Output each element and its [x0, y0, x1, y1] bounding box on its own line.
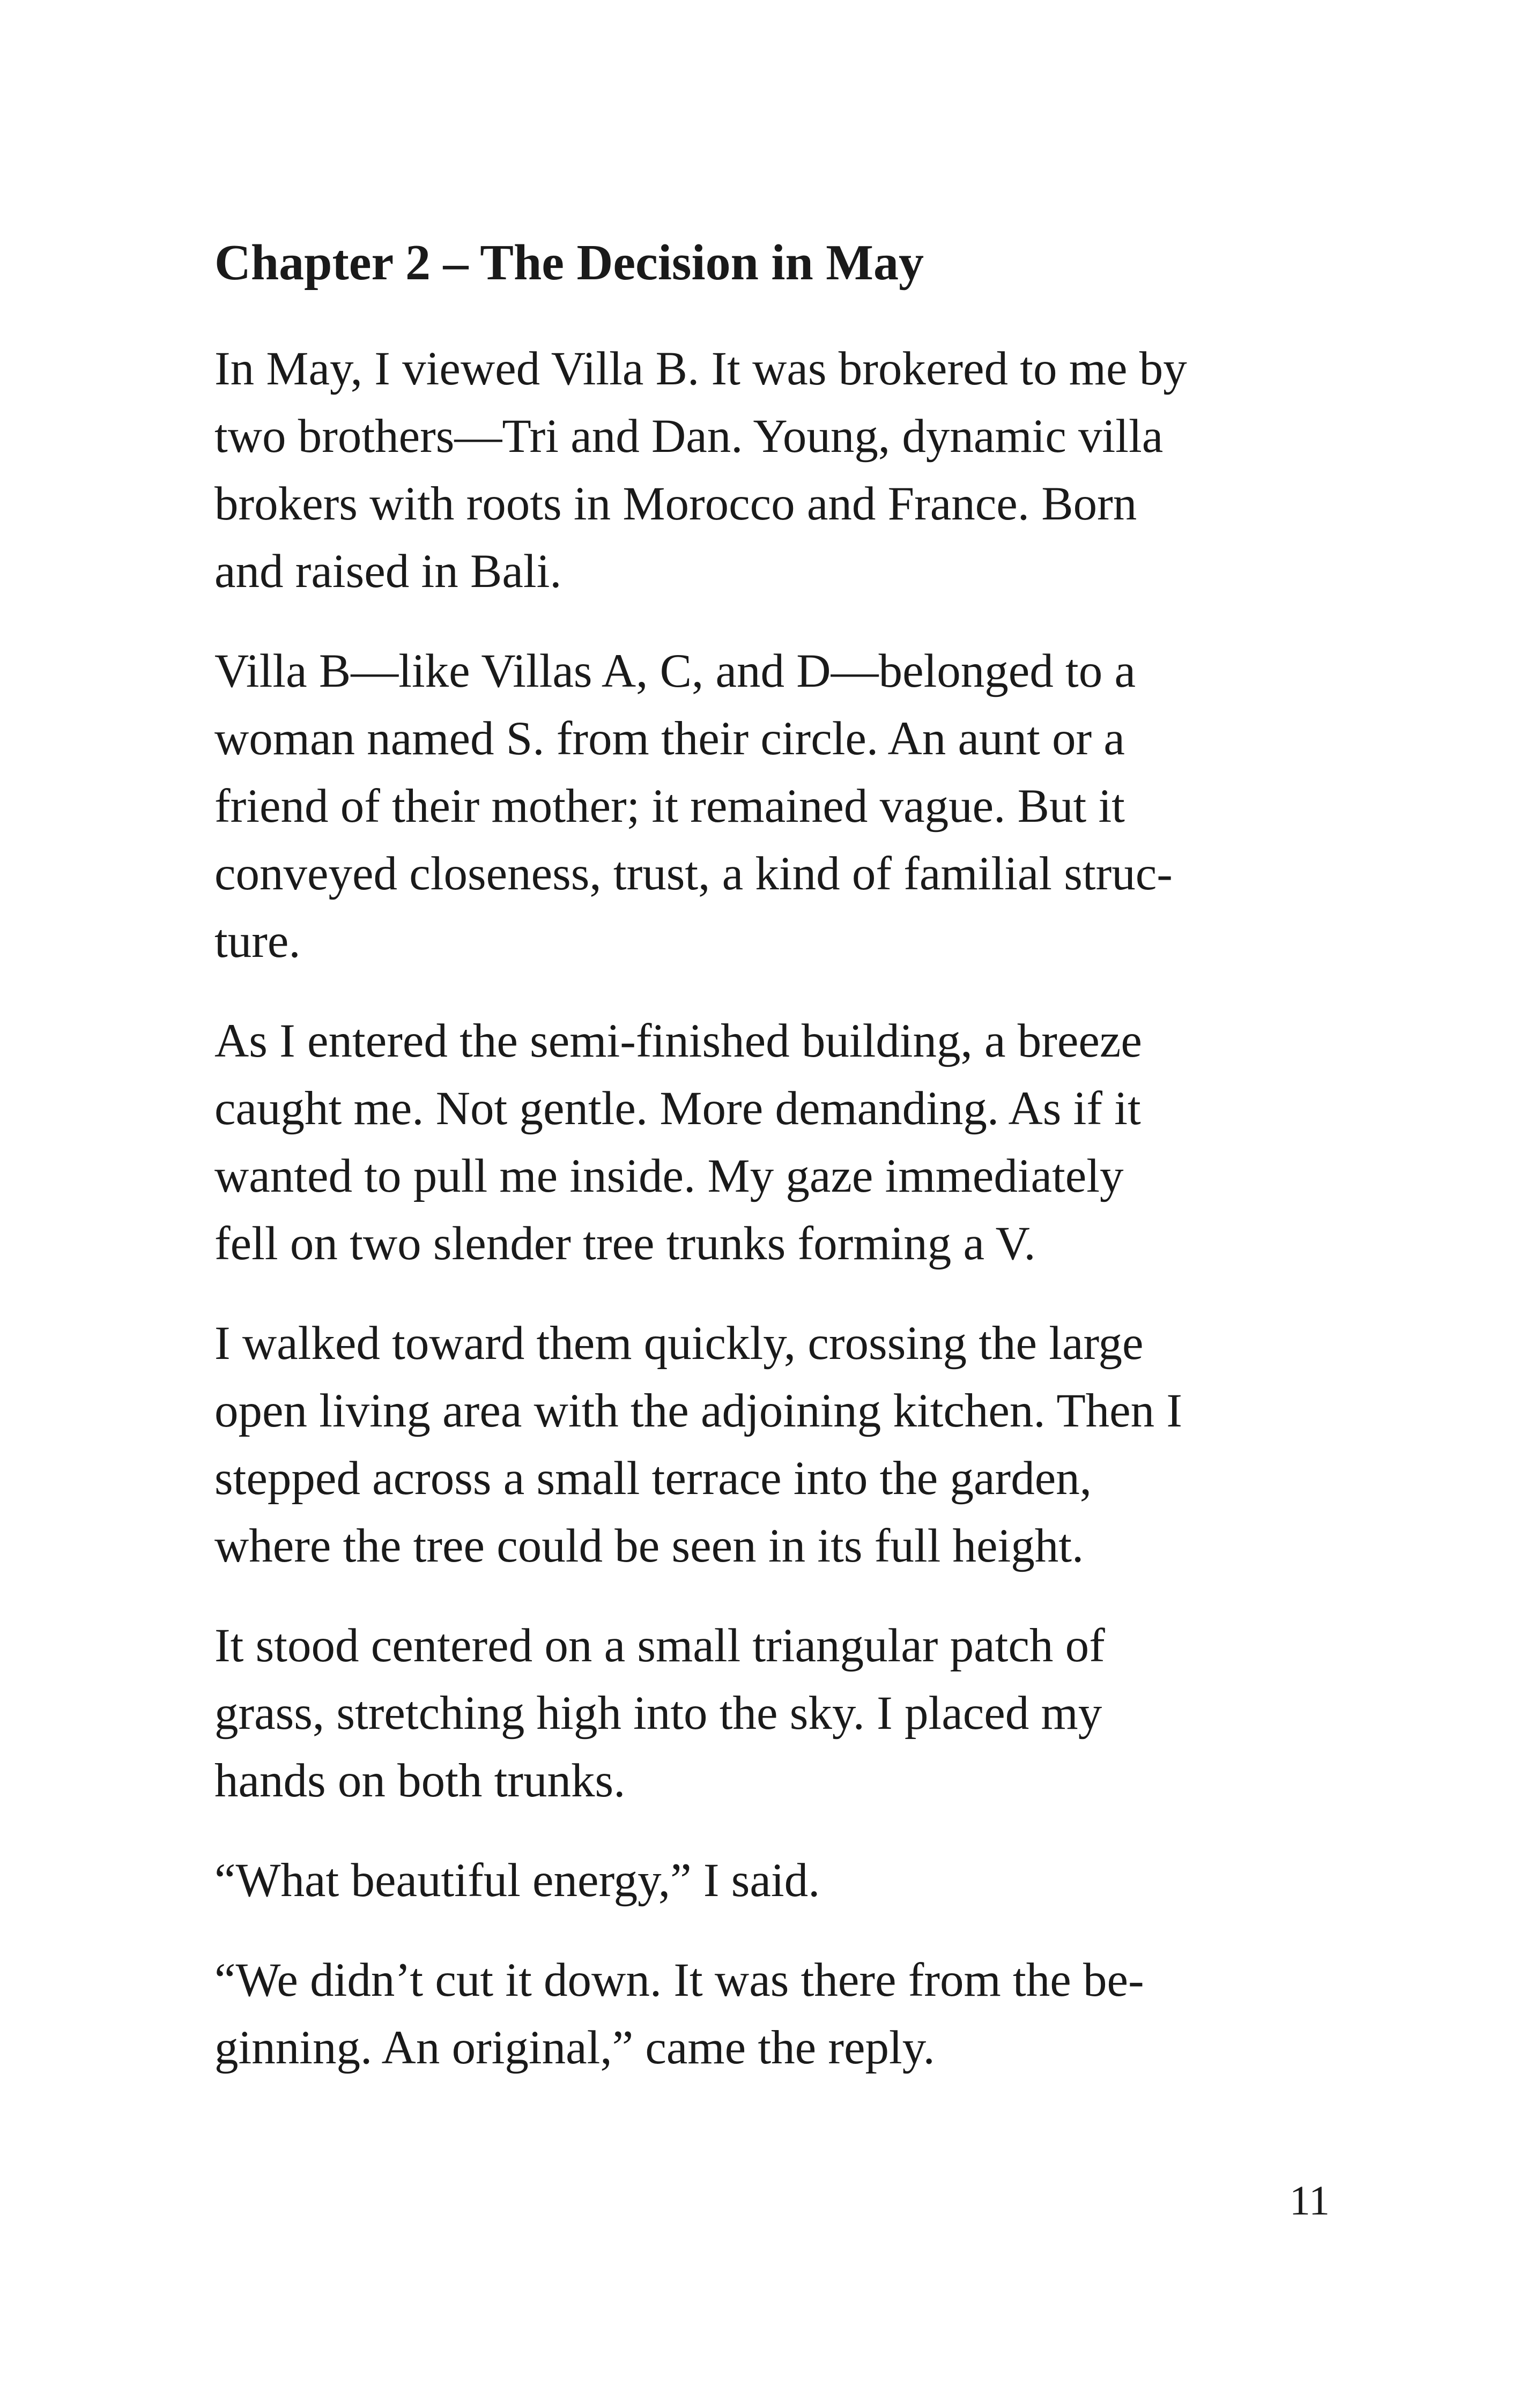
text-line: friend of their mother; it remained vague. But it [214, 780, 1125, 833]
text-line: wanted to pull me inside. My gaze immediately [214, 1150, 1124, 1202]
text-line: hands on both trunks. [214, 1755, 626, 1807]
text-line: Villa B—like Villas A, C, and D—belonged to a [214, 645, 1136, 697]
paragraph [214, 1946, 1330, 2082]
page-number: 11 [1289, 2177, 1330, 2224]
text-line: woman named S. from their circle. An aunt or a [214, 712, 1125, 765]
book-page [214, 0, 1330, 2408]
text-line: brokers with roots in Morocco and France. Born [214, 478, 1137, 530]
paragraph [214, 637, 1330, 975]
text-line: ture. [214, 915, 301, 968]
paragraph [214, 1612, 1330, 1815]
text-line: It stood centered on a small triangular patch of [214, 1619, 1105, 1672]
text-line: fell on two slender tree trunks forming a V. [214, 1217, 1036, 1270]
text-line: where the tree could be seen in its full height. [214, 1520, 1084, 1572]
paragraph [214, 1310, 1330, 1580]
text-line: open living area with the adjoining kitchen. Then I [214, 1385, 1183, 1437]
text-line: In May, I viewed Villa B. It was brokered to me by [214, 343, 1187, 395]
text-line: caught me. Not gentle. More demanding. As if it [214, 1082, 1141, 1135]
body-text [214, 335, 1330, 2114]
text-line: ginning. An original,” came the reply. [214, 2021, 935, 2074]
text-line: grass, stretching high into the sky. I placed my [214, 1687, 1102, 1740]
text-line: “We didn’t cut it down. It was there from the be- [214, 1954, 1144, 2006]
paragraph [214, 1847, 1330, 1914]
text-line: stepped across a small terrace into the garden, [214, 1452, 1092, 1505]
text-line: and raised in Bali. [214, 545, 562, 598]
text-line: I walked toward them quickly, crossing the large [214, 1317, 1144, 1370]
paragraph [214, 1007, 1330, 1277]
text-line: conveyed closeness, trust, a kind of familial struc- [214, 848, 1173, 900]
paragraph [214, 335, 1330, 605]
chapter-title: Chapter 2 – The Decision in May [214, 235, 924, 291]
text-line: “What beautiful energy,” I said. [214, 1854, 820, 1907]
text-line: As I entered the semi-finished building, a breeze [214, 1015, 1142, 1067]
text-line: two brothers—Tri and Dan. Young, dynamic villa [214, 410, 1164, 463]
